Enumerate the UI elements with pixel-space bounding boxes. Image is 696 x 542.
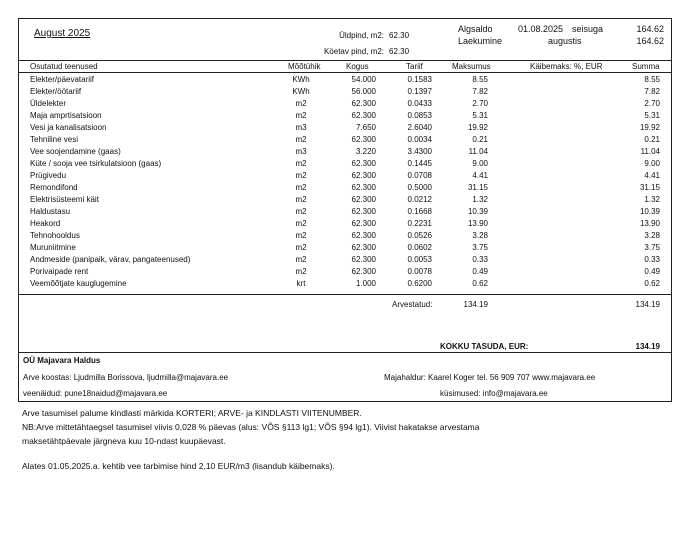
- cell-tariff: 0.0526: [407, 231, 432, 240]
- cell-quantity: 62.300: [351, 99, 376, 108]
- cell-service-name: Muruniitmine: [30, 243, 76, 252]
- cell-service-name: Veemõõtjate kauglugemine: [30, 279, 127, 288]
- cell-cost: 0.62: [472, 279, 488, 288]
- cell-unit: m2: [295, 195, 307, 204]
- cell-quantity: 62.300: [351, 243, 376, 252]
- column-header-quantity: Kogus: [346, 62, 369, 71]
- note-late-fee-start: maksetähtpäevale järgneva kuu 10-ndast kuupäevast.: [22, 436, 226, 446]
- cell-tariff: 0.1583: [407, 75, 432, 84]
- cell-quantity: 54.000: [351, 75, 376, 84]
- total-due-amount: 134.19: [635, 342, 660, 351]
- table-row: [0, 183, 696, 195]
- cell-service-name: Tehniline vesi: [30, 135, 79, 144]
- receipts-month: augustis: [548, 36, 582, 46]
- table-row: [0, 219, 696, 231]
- table-row: [0, 243, 696, 255]
- cell-sum: 0.21: [644, 135, 660, 144]
- table-row: [0, 195, 696, 207]
- cell-tariff: 0.0602: [407, 243, 432, 252]
- cell-quantity: 1.000: [355, 279, 376, 288]
- cell-unit: krt: [296, 279, 306, 288]
- cell-sum: 4.41: [644, 171, 660, 180]
- cell-sum: 0.49: [644, 267, 660, 276]
- billing-period: August 2025: [34, 28, 91, 39]
- table-row: [0, 75, 696, 87]
- cell-unit: m2: [295, 99, 307, 108]
- area-label: Üldpind, m2:: [339, 31, 384, 40]
- total-due-label: KOKKU TASUDA, EUR:: [440, 342, 529, 351]
- heated-area-value: 62.30: [389, 47, 410, 56]
- heated-area-label: Köetav pind, m2:: [323, 47, 384, 56]
- cell-unit: m2: [295, 183, 307, 192]
- table-row: [0, 111, 696, 123]
- cell-quantity: 62.300: [351, 207, 376, 216]
- manager-contact: Majahaldur: Kaarel Koger tel. 56 909 707 www.majavara.ee: [384, 373, 596, 382]
- table-row: [0, 279, 696, 291]
- cell-tariff: 0.5000: [407, 183, 432, 192]
- column-header-sum: Summa: [632, 62, 660, 71]
- cell-sum: 2.70: [644, 99, 660, 108]
- cell-cost: 8.55: [472, 75, 488, 84]
- table-header-top-rule: [18, 60, 672, 61]
- table-row: [0, 147, 696, 159]
- note-water-price: Alates 01.05.2025.a. kehtib vee tarbimise hind 2,10 EUR/m3 (lisandub käibemaks).: [22, 461, 335, 471]
- cell-unit: m2: [295, 159, 307, 168]
- cell-tariff: 3.4300: [407, 147, 432, 156]
- opening-balance-amount: 164.62: [636, 24, 664, 34]
- cell-service-name: Vesi ja kanalisatsioon: [30, 123, 107, 132]
- cell-cost: 0.49: [472, 267, 488, 276]
- inquiries-email: küsimused: info@majavara.ee: [440, 389, 548, 398]
- opening-balance-state: seisuga: [572, 24, 604, 34]
- cell-tariff: 0.2231: [407, 219, 432, 228]
- table-row: [0, 123, 696, 135]
- cell-tariff: 0.0078: [407, 267, 432, 276]
- cell-unit: m2: [295, 267, 307, 276]
- cell-sum: 3.75: [644, 243, 660, 252]
- note-payment-reference: Arve tasumisel palume kindlasti märkida KORTERI; ARVE- ja KINDLASTI VIITENUMBER.: [22, 408, 362, 418]
- cell-service-name: Andmeside (panipaik, värav, pangateenused): [30, 255, 191, 264]
- cell-service-name: Remondifond: [30, 183, 78, 192]
- cell-cost: 0.21: [472, 135, 488, 144]
- cell-tariff: 0.0708: [407, 171, 432, 180]
- cell-sum: 19.92: [639, 123, 660, 132]
- cell-quantity: 62.300: [351, 183, 376, 192]
- compiled-by: Arve koostas: Ljudmilla Borissova, ljudmilla@majavara.ee: [23, 373, 229, 382]
- cell-cost: 10.39: [467, 207, 488, 216]
- cell-unit: m2: [295, 135, 307, 144]
- area-value: 62.30: [389, 31, 410, 40]
- cell-quantity: 62.300: [351, 195, 376, 204]
- cell-service-name: Elekter/öötariif: [30, 87, 82, 96]
- cell-tariff: 0.1668: [407, 207, 432, 216]
- cell-tariff: 0.0053: [407, 255, 432, 264]
- calculated-amount: 134.19: [463, 300, 488, 309]
- column-header-cost: Maksumus: [452, 62, 491, 71]
- cell-cost: 4.41: [472, 171, 488, 180]
- cell-cost: 3.75: [472, 243, 488, 252]
- cell-unit: m2: [295, 207, 307, 216]
- cell-service-name: Haldustasu: [30, 207, 71, 216]
- cell-service-name: Elektrisüsteemi käit: [30, 195, 99, 204]
- cell-quantity: 62.300: [351, 267, 376, 276]
- cell-sum: 7.82: [644, 87, 660, 96]
- calculated-label: Arvestatud:: [392, 300, 433, 309]
- cell-service-name: Vee soojendamine (gaas): [30, 147, 121, 156]
- cell-tariff: 0.0034: [407, 135, 432, 144]
- column-header-unit: Mõõtühik: [288, 62, 321, 71]
- calculated-sum: 134.19: [635, 300, 660, 309]
- cell-sum: 1.32: [644, 195, 660, 204]
- cell-sum: 8.55: [644, 75, 660, 84]
- column-header-vat: Käibemaks: %, EUR: [530, 62, 603, 71]
- cell-sum: 13.90: [639, 219, 660, 228]
- column-header-service: Osutatud teenused: [30, 62, 98, 71]
- cell-quantity: 56.000: [351, 87, 376, 96]
- cell-unit: KWh: [292, 87, 310, 96]
- receipts-label: Laekumine: [458, 36, 503, 46]
- cell-sum: 9.00: [644, 159, 660, 168]
- readings-email: veenäidud: pune18naidud@majavara.ee: [23, 389, 168, 398]
- cell-sum: 5.31: [644, 111, 660, 120]
- cell-cost: 0.33: [472, 255, 488, 264]
- cell-cost: 13.90: [467, 219, 488, 228]
- cell-tariff: 0.1397: [407, 87, 432, 96]
- cell-service-name: Tehnohooldus: [30, 231, 80, 240]
- cell-service-name: Üldelekter: [30, 99, 67, 108]
- cell-unit: KWh: [292, 75, 310, 84]
- cell-tariff: 0.1445: [407, 159, 432, 168]
- cell-tariff: 2.6040: [407, 123, 432, 132]
- table-row: [0, 159, 696, 171]
- cell-quantity: 62.300: [351, 231, 376, 240]
- cell-tariff: 0.0212: [407, 195, 432, 204]
- column-header-tariff: Tariif: [406, 62, 423, 71]
- cell-unit: m2: [295, 171, 307, 180]
- cell-quantity: 62.300: [351, 255, 376, 264]
- cell-sum: 3.28: [644, 231, 660, 240]
- cell-service-name: Küte / sooja vee tsirkulatsioon (gaas): [30, 159, 162, 168]
- cell-sum: 0.33: [644, 255, 660, 264]
- cell-cost: 9.00: [472, 159, 488, 168]
- cell-sum: 31.15: [639, 183, 660, 192]
- cell-tariff: 0.0433: [407, 99, 432, 108]
- cell-cost: 3.28: [472, 231, 488, 240]
- table-bottom-rule: [18, 294, 672, 295]
- note-late-fee: NB:Arve mittetähtaegsel tasumisel viivis 0,028 % päevas (alus: VÕS §113 lg1; VÕS §94 lg1). Viivist hakatakse arvestama: [22, 422, 480, 432]
- table-row: [0, 171, 696, 183]
- company-rule: [18, 352, 672, 353]
- cell-unit: m2: [295, 111, 307, 120]
- cell-quantity: 62.300: [351, 159, 376, 168]
- cell-cost: 31.15: [467, 183, 488, 192]
- table-row: [0, 135, 696, 147]
- table-header: [0, 62, 696, 74]
- cell-unit: m3: [295, 123, 307, 132]
- cell-cost: 19.92: [467, 123, 488, 132]
- cell-sum: 10.39: [639, 207, 660, 216]
- cell-cost: 7.82: [472, 87, 488, 96]
- cell-unit: m2: [295, 219, 307, 228]
- opening-balance-label: Algsaldo: [458, 24, 493, 34]
- cell-unit: m2: [295, 231, 307, 240]
- cell-service-name: Maja amprtisatsioon: [30, 111, 102, 120]
- cell-cost: 11.04: [468, 147, 488, 156]
- cell-quantity: 3.220: [355, 147, 376, 156]
- company-name: OÜ Majavara Haldus: [23, 356, 101, 365]
- cell-unit: m2: [295, 255, 307, 264]
- cell-service-name: Heakord: [30, 219, 61, 228]
- receipts-amount: 164.62: [636, 36, 664, 46]
- table-row: [0, 231, 696, 243]
- cell-service-name: Elekter/päevatariif: [30, 75, 95, 84]
- cell-service-name: Prügivedu: [30, 171, 67, 180]
- table-row: [0, 267, 696, 279]
- cell-unit: m2: [295, 243, 307, 252]
- cell-cost: 2.70: [472, 99, 488, 108]
- cell-cost: 1.32: [472, 195, 488, 204]
- table-row: [0, 255, 696, 267]
- table-row: [0, 207, 696, 219]
- cell-quantity: 62.300: [351, 219, 376, 228]
- cell-tariff: 0.6200: [407, 279, 432, 288]
- opening-balance-date: 01.08.2025: [518, 24, 564, 34]
- cell-tariff: 0.0853: [407, 111, 432, 120]
- cell-quantity: 62.300: [351, 111, 376, 120]
- table-row: [0, 87, 696, 99]
- cell-quantity: 62.300: [351, 171, 376, 180]
- cell-cost: 5.31: [472, 111, 488, 120]
- cell-sum: 11.04: [640, 147, 660, 156]
- cell-service-name: Porivaipade rent: [30, 267, 89, 276]
- cell-quantity: 7.650: [355, 123, 376, 132]
- cell-unit: m3: [295, 147, 307, 156]
- table-row: [0, 99, 696, 111]
- cell-quantity: 62.300: [351, 135, 376, 144]
- cell-sum: 0.62: [644, 279, 660, 288]
